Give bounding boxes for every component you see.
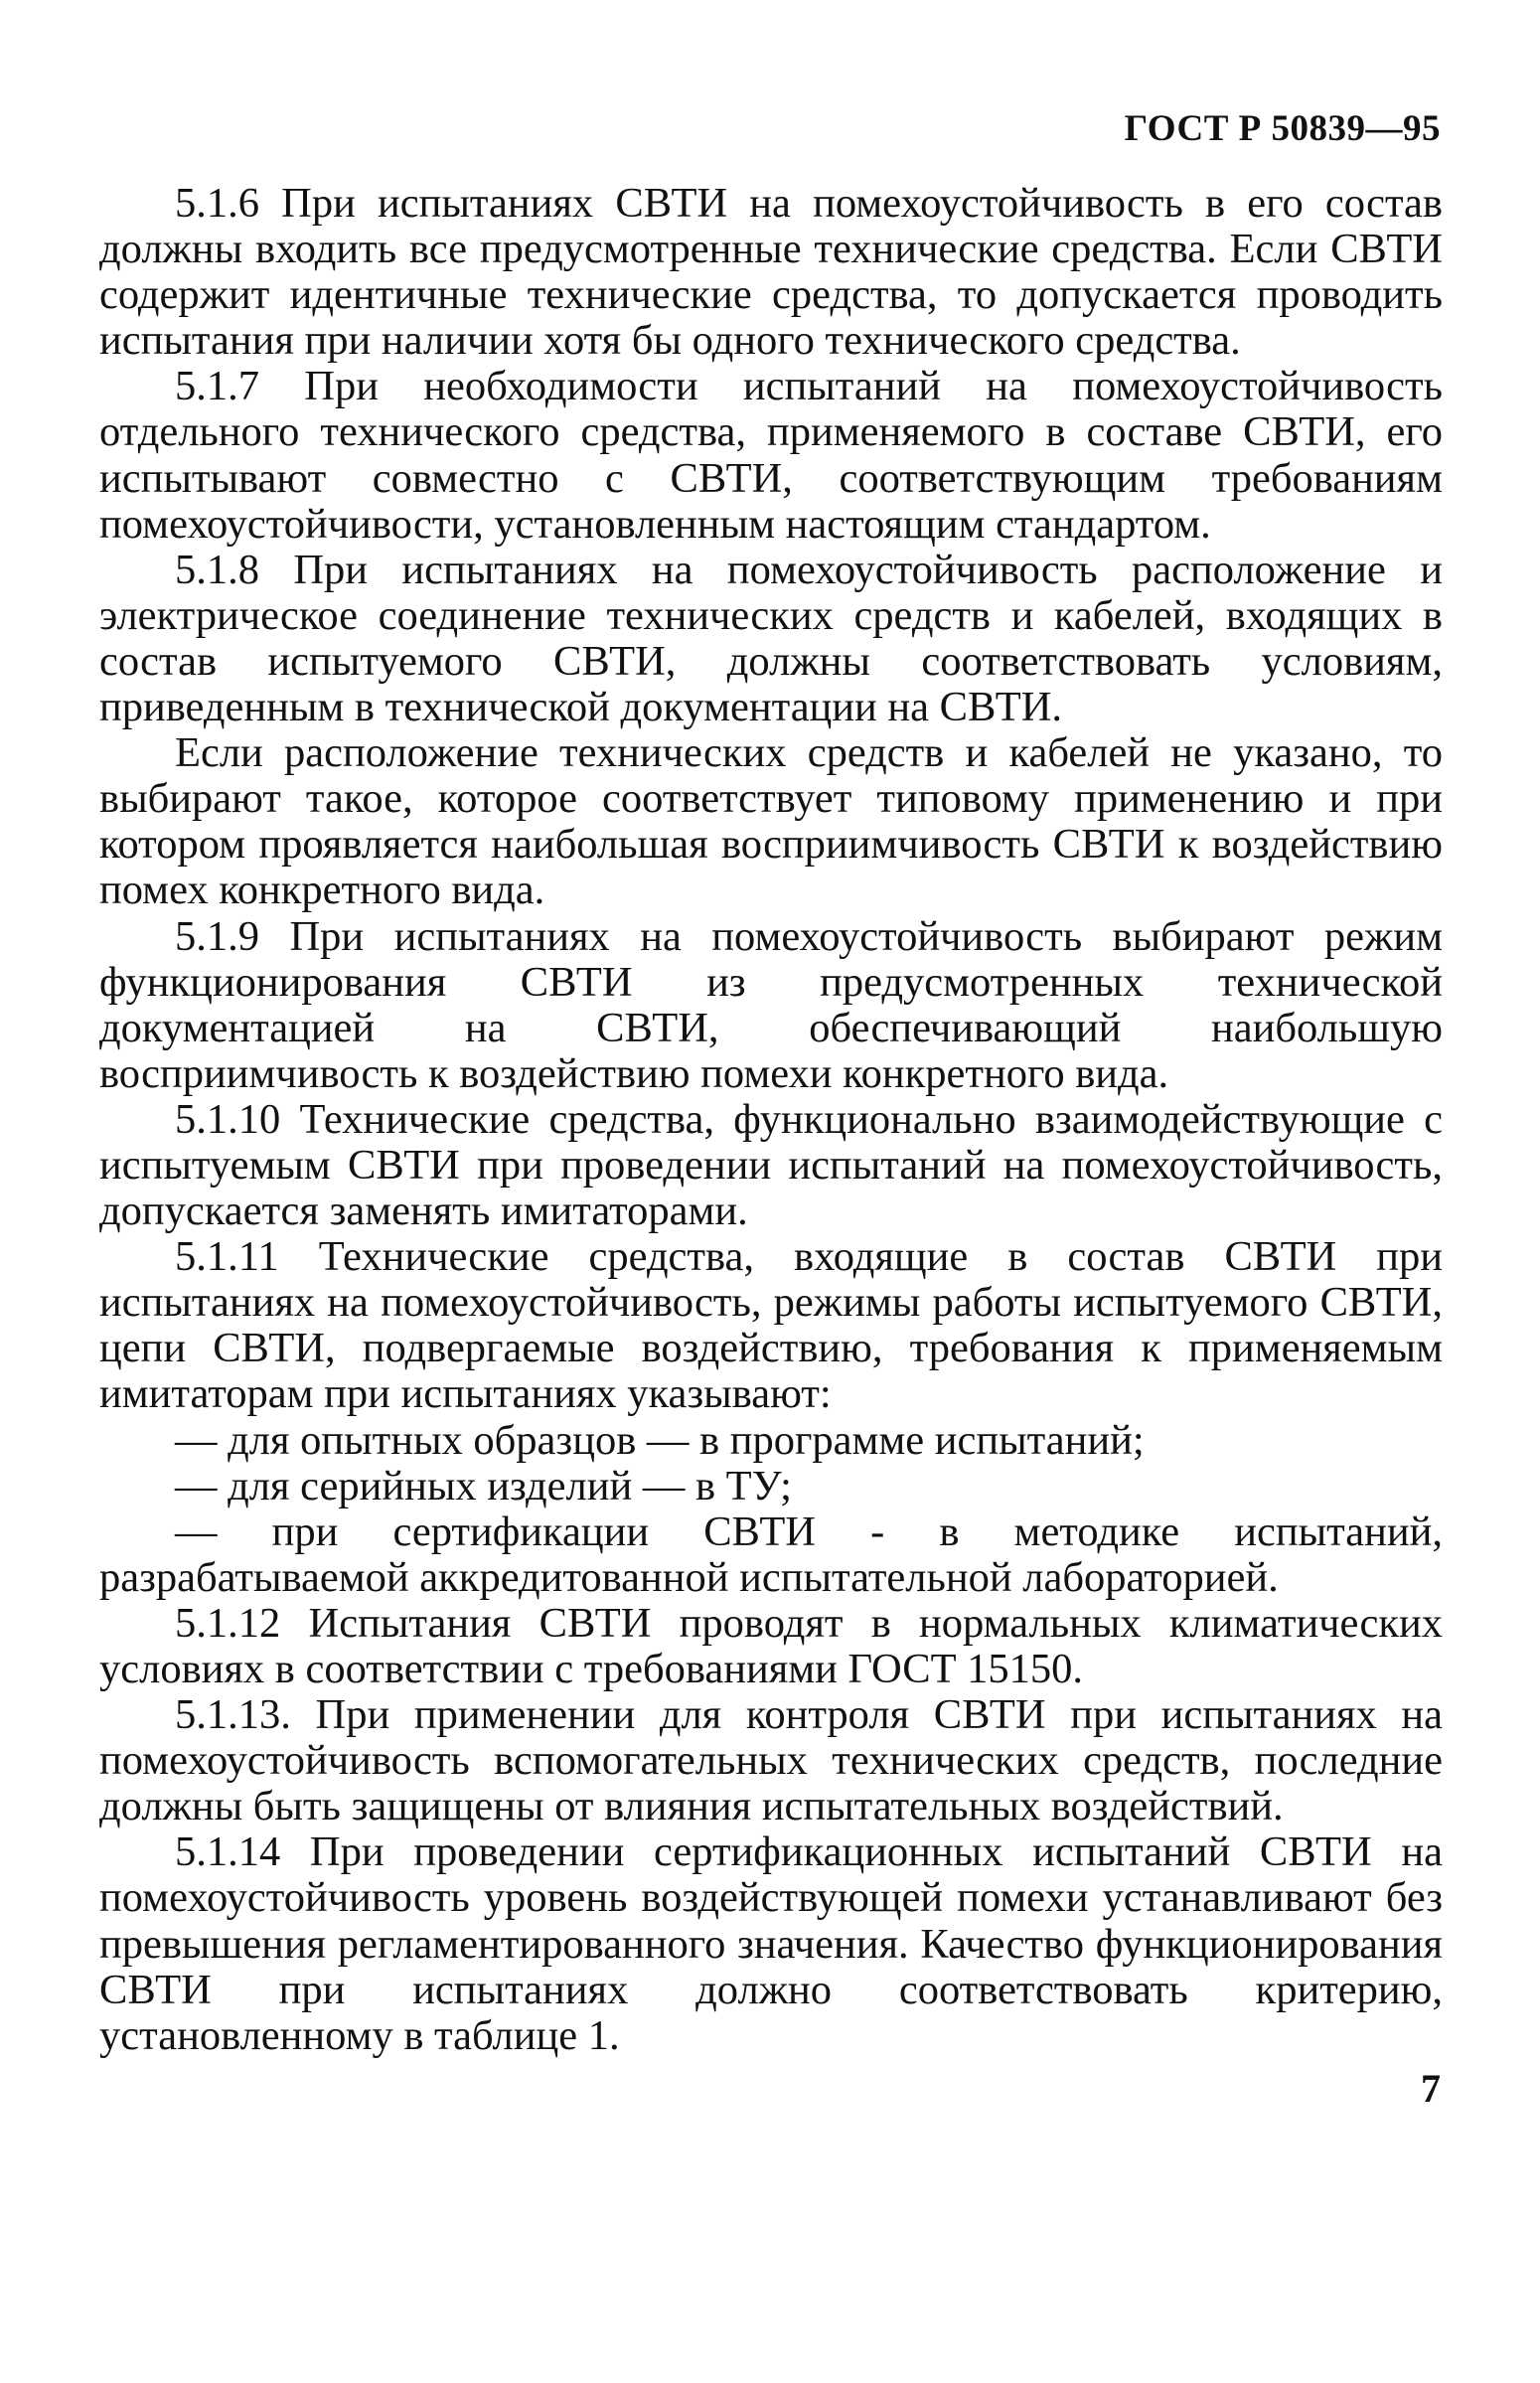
paragraph-5-1-7: 5.1.7 При необходимости испытаний на помехоустойчивость отдельного технического средства, применяемого в составе СВТИ, его испытывают совместно с СВТИ, соответствующим требованиям помехоустойчивости, установленным настоящим стандартом. [99, 363, 1443, 548]
paragraph-5-1-13: 5.1.13. При применении для контроля СВТИ при испытаниях на помехоустойчивость вспомогательных технических средств, последние должны быть защищены от влияния испытательных воздействий. [99, 1691, 1443, 1830]
paragraph-5-1-12: 5.1.12 Испытания СВТИ проводят в нормальных климатических условиях в соответствии с требованиями ГОСТ 15150. [99, 1599, 1443, 1692]
paragraph-5-1-9: 5.1.9 При испытаниях на помехоустойчивость выбирают режим функционирования СВТИ из предусмотренных технической документацией на СВТИ, обеспечивающий наибольшую восприимчивость к воздействию помехи конкретного вида. [99, 912, 1443, 1097]
paragraph-5-1-11: 5.1.11 Технические средства, входящие в состав СВТИ при испытаниях на помехоустойчивость, режимы работы испытуемого СВТИ, цепи СВТИ, подвергаемые воздействию, требования к применяемым имитаторам при испытаниях указывают: [99, 1233, 1443, 1418]
document-body [99, 181, 1443, 2059]
list-item-prototypes: — для опытных образцов — в программе испытаний; [175, 1416, 1145, 1464]
list-item-certification: — при сертификации СВТИ - в методике испытаний, разрабатываемой аккредитованной испытательной лабораторией. [99, 1508, 1443, 1601]
paragraph-5-1-8: 5.1.8 При испытаниях на помехоустойчивость расположение и электрическое соединение технических средств и кабелей, входящих в состав испытуемого СВТИ, должны соответствовать условиям, приведенным в технической документации на СВТИ. [99, 546, 1443, 731]
list-item-serial-products: — для серийных изделий — в ТУ; [175, 1462, 792, 1509]
paragraph-5-1-8-continued: Если расположение технических средств и кабелей не указано, то выбирают такое, которое соответствует типовому применению и при котором проявляется наибольшая восприимчивость СВТИ к воздействию помех конкретного вида. [99, 729, 1443, 914]
paragraph-5-1-14: 5.1.14 При проведении сертификационных испытаний СВТИ на помехоустойчивость уровень воздействующей помехи устанавливают без превышения регламентированного значения. Качество функционирования СВТИ при испытаниях должно соответствовать критерию, установленному в таблице 1. [99, 1828, 1443, 2059]
document-code-header: ГОСТ Р 50839—95 [1124, 108, 1441, 149]
paragraph-5-1-10: 5.1.10 Технические средства, функционально взаимодействующие с испытуемым СВТИ при проведении испытаний на помехоустойчивость, допускается заменять имитаторами. [99, 1095, 1443, 1235]
page-number: 7 [1421, 2066, 1441, 2111]
paragraph-5-1-6: 5.1.6 При испытаниях СВТИ на помехоустойчивость в его состав должны входить все предусмотренные технические средства. Если СВТИ содержит идентичные технические средства, то допускается проводить испытания при наличии хотя бы одного технического средства. [99, 180, 1443, 365]
